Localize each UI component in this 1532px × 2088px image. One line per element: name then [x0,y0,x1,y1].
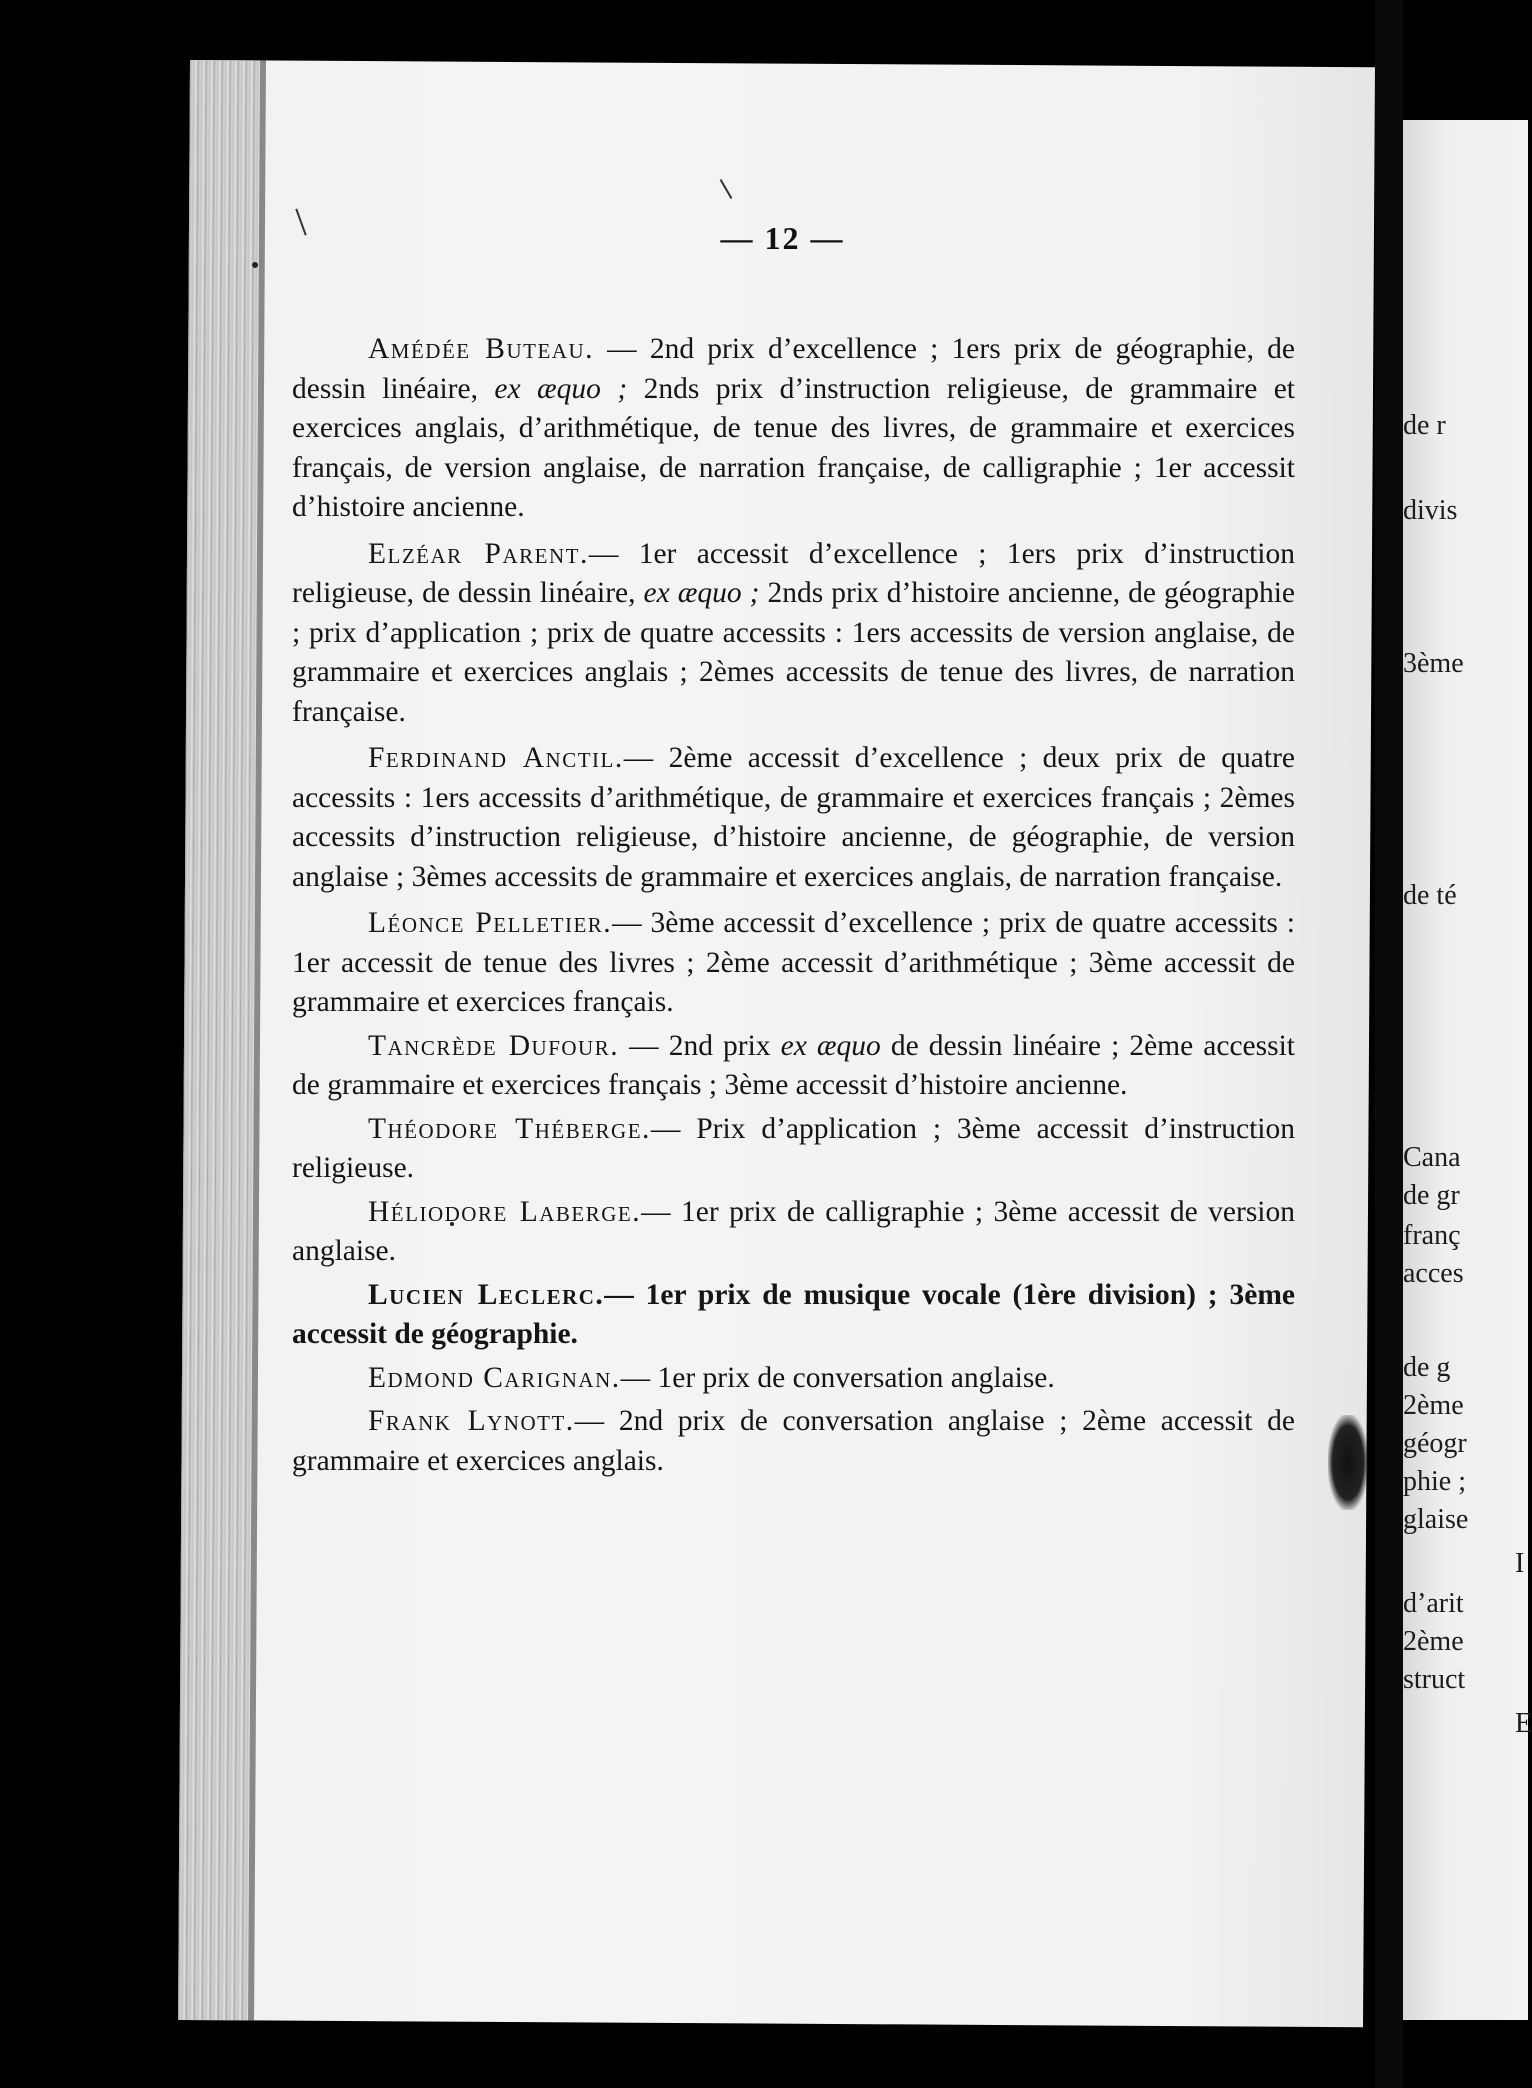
entry-text-rest: 2nds prix d’instruction religieuse, de grammaire et exercices anglais, d’arithmétique, de tenue des livres, de grammaire et exercices français, de version anglaise, de narration française, de calligraphie ; 1er accessit d’histoire ancienne. [292,372,1296,523]
student-name: Ferdinand Anctil. [368,742,624,774]
entry-theberge [292,1110,1295,1189]
student-name: Théodore Théberge. [368,1112,651,1145]
right-fragment: divis [1403,495,1458,526]
right-fragment: géogr [1403,1428,1467,1459]
book-gutter [1375,0,1403,2088]
right-fragment: struct [1403,1664,1466,1695]
entry-leclerc [292,1276,1295,1355]
entry-dufour [292,1027,1295,1106]
right-fragment: franç [1403,1220,1461,1251]
page-number: — 12 — [720,220,845,256]
right-fragment: 3ème [1403,648,1464,679]
student-name: Frank Lynott. [368,1405,575,1437]
entry-text: — 1er prix de calligraphie ; 3ème accessit de version anglaise. [292,1195,1295,1267]
entry-text: — 2nd prix de conversation anglaise ; 2ème accessit de grammaire et exercices anglais. [292,1405,1295,1477]
entry-carignan [292,1359,1295,1399]
prize-list [292,330,1295,1485]
entry-lynott [292,1402,1295,1481]
right-fragment: de r [1403,410,1446,441]
entry-text: — Prix d’application ; 3ème accessit d’instruction religieuse. [292,1112,1295,1184]
right-fragment: phie ; [1403,1466,1466,1497]
student-name: Héliodore Laberge. [368,1195,642,1228]
entry-text-rest: de dessin linéaire ; 2ème accessit de grammaire et exercices français ; 3ème accessit d’histoire ancienne. [292,1029,1295,1101]
right-fragment: de té [1403,880,1457,911]
page-edges [178,60,260,2020]
entry-text: — 1er prix de conversation anglaise. [620,1361,1055,1394]
entry-text: — 2ème accessit d’excellence ; deux prix de quatre accessits : 1ers accessits d’arithmétique, de grammaire et exercices français ; 2èmes accessits d’instruction religieuse, d’histoire ancienne, de géographie, de version anglaise ; 3èmes accessits de grammaire et exercices anglais, de narration française. [292,742,1295,893]
ink-stain [1328,1415,1368,1510]
student-name: Amédée Buteau. [368,333,594,365]
entry-text: — 3ème accessit d’excellence ; prix de quatre accessits : 1er accessit de tenue des livres ; 2ème accessit d’arithmétique ; 3ème accessit de grammaire et exercices français. [292,907,1295,1018]
entry-italic: ex æquo ; [494,372,628,405]
student-name: Lucien Leclerc. [368,1278,605,1311]
student-name: Léonce Pelletier. [368,907,613,939]
entry-italic: ex æquo ; [643,577,760,609]
entry-text: — 1er prix de musique vocale (1ère division) ; 3ème accessit de géographie. [292,1278,1295,1350]
entry-buteau [292,330,1295,528]
entry-text: — 2nd prix [619,1029,781,1062]
right-fragment: E [1515,1708,1532,1739]
right-fragment: acces [1403,1258,1464,1289]
right-fragment: 2ème [1403,1626,1464,1657]
student-name: Edmond Carignan. [368,1361,621,1394]
entry-parent [292,535,1295,733]
entry-text-rest: 2nds prix d’histoire ancienne, de géographie ; prix d’application ; prix de quatre accessits : 1ers accessits de version anglaise, de grammaire et exercices anglais ; 2èmes accessits de tenue des livres, de narration française. [292,577,1295,728]
right-fragment: de g [1403,1352,1451,1383]
entry-text: — 2nd prix d’excellence ; 1ers prix de géographie, de dessin linéaire, [292,333,1295,405]
right-fragment: 2ème [1403,1390,1464,1421]
right-fragment: glaise [1403,1504,1469,1535]
entry-anctil [292,739,1295,897]
student-name: Tancrède Dufour. [368,1029,620,1062]
right-fragment: I [1515,1548,1525,1579]
student-name: Elzéar Parent. [368,537,589,570]
right-fragment: d’arit [1403,1588,1464,1619]
right-page [1403,120,1532,2020]
entry-pelletier [292,904,1295,1023]
right-fragment: de gr [1403,1180,1460,1211]
entry-italic: ex æquo [780,1029,881,1062]
right-fragment: Cana [1403,1142,1461,1173]
entry-laberge [292,1193,1295,1272]
scan-speck [252,262,258,268]
entry-text: — 1er accessit d’excellence ; 1ers prix d’instruction religieuse, de dessin linéaire, [292,537,1295,609]
